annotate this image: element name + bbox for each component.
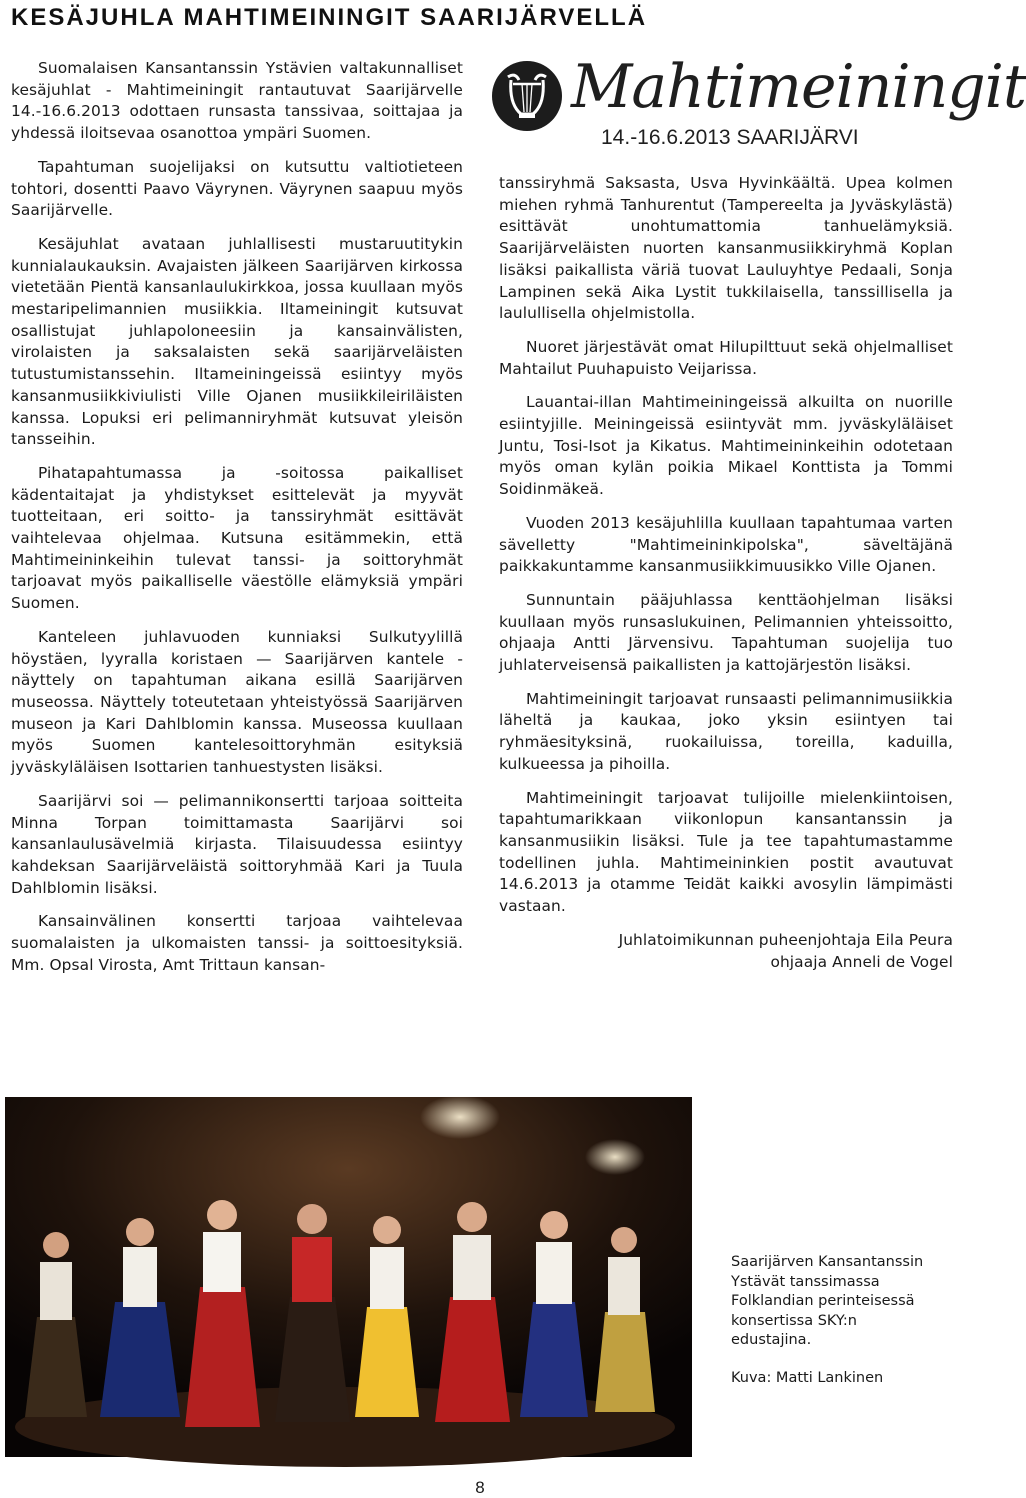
paragraph: Lauantai-illan Mahtimeiningeissä alkuilta on nuorille esiintyjille. Meiningeissä esiintyvät mm. jyväskyläläiset Juntu, Tosi-Isot ja Kikatus. Mahtimeininkeihin odotetaan myös oman kylän poikia Mikael Konttista ja Tommi Soidinmäkeä.: [499, 393, 953, 499]
dance-photo-illustration: [5, 1097, 692, 1457]
logo-wordmark: Mahtimeiningit: [571, 52, 1026, 122]
left-column: [11, 58, 463, 988]
signature-line: Juhlatoimikunnan puheenjohtaja Eila Peura: [618, 930, 953, 949]
signature-line: ohjaaja Anneli de Vogel: [770, 952, 953, 971]
lyre-icon: [491, 60, 563, 132]
logo-dates: 14.-16.6.2013 SAARIJÄRVI: [601, 126, 859, 149]
paragraph: Suomalaisen Kansantanssin Ystävien valtakunnalliset kesäjuhlat - Mahtimeiningit rantautuvat Saarijärvelle 14.-16.6.2013 odottaen runsasta tanssivaa, soittajaa ja yhdessä iloitsevaa osanottoa ympäri Suomen.: [11, 59, 463, 143]
caption-text: Saarijärven Kansantanssin Ystävät tanssimassa Folklandian perinteisessä konsertissa SKY:n edustajina.: [731, 1254, 924, 1349]
paragraph: Nuoret järjestävät omat Hilupilttuut sekä ohjelmalliset Mahtailut Puuhapuisto Veijarissa.: [499, 337, 953, 378]
article-headline: KESÄJUHLA MAHTIMEININGIT SAARIJÄRVELLÄ: [11, 4, 648, 31]
logo-date-bar: [571, 124, 951, 152]
paragraph: tanssiryhmä Saksasta, Usva Hyvinkäältä. Upea kolmen miehen ryhmä Tanhurentut (Tampereelta ja Jyväskylästä) esittävät unohtumattomia tanhuelämyksiä. Saarijärveläisten nuorten kansanmusiikkiryhmä Koplan lisäksi paikallista väriä tuovat Lauluyhtye Pedaali, Sonja Lampinen sekä Aika Lystit tukkilaisella, tanssillisella ja laulullisella ohjelmistolla.: [499, 174, 953, 323]
photo-credit: Kuva: Matti Lankinen: [731, 1370, 884, 1386]
paragraph: Kesäjuhlat avataan juhlallisesti mustaruutitykin kunnialaukauksin. Avajaisten jälkeen Saarijärven kirkossa vietetään Pientä kansanlaulukirkkoa, jossa kuullaan myös mestaripelimannien musiikkia. Iltameiningit kutsuvat osallistujat juhlapoloneesiin ja kansainvälisten, virolaisten ja saksalaisten sekä saarijärveläisten tutustumistanssehin. Iltameiningeissä esiintyy myös kansanmusiikkiviulisti Ville Ojanen musiikkileiriläisten kanssa. Lopuksi eri pelimanniryhmät kutsuvat yleisön tansseihin.: [11, 234, 463, 449]
right-column: [499, 173, 953, 973]
paragraph: Mahtimeiningit tarjoavat runsaasti pelimannimusiikkia läheltä ja kaukaa, joko yksin esiintyen tai ryhmäesityksinä, ruokailuissa, toreilla, kaduilla, kulkueessa ja pihoilla.: [499, 689, 953, 773]
paragraph: Kansainvälinen konsertti tarjoaa vaihtelevaa suomalaisten ja ulkomaisten tanssi- ja soittoesityksiä. Mm. Opsal Virosta, Amt Trittaun kansan-: [11, 912, 463, 974]
paragraph: Saarijärvi soi — pelimannikonsertti tarjoaa soitteita Minna Torpan toimittamasta Saarijärvi soi kansanlaulusävelmiä kirjasta. Tilaisuudessa esiintyy kahdeksan Saarijärveläistä soittoryhmää Kari ja Tuula Dahlblomin lisäksi.: [11, 791, 463, 897]
page-number: 8: [475, 1478, 485, 1497]
dance-photo: [5, 1097, 692, 1457]
paragraph: Kanteleen juhlavuoden kunniaksi Sulkutyylillä höystäen, lyyralla koristaen — Saarijärven kantele -näyttely on tapahtuman aikana esillä Saarijärven museossa. Näyttely toteutetaan yhteistyössä Saarijärven museon ja Kari Dahlblomin kanssa. Museossa kuullaan myös Suomen kantelesoittoryhmän esityksiä jyväskyläläisen Isottarien tanhuestysten lisäksi.: [11, 627, 463, 777]
paragraph: Pihatapahtumassa ja -soitossa paikalliset kädentaitajat ja yhdistykset esittelevät ja myyvät tuotteitaan, eri soitto- ja tanssiryhmät esittävät vaihtelevaa ohjelmaa. Kutsuna esitämmekin, että Mahtimeininkeihin tulevat tanssi- ja soittoryhmät tarjoavat myös paikalliselle väestölle elämyksiä ympäri Suomen.: [11, 463, 463, 613]
paragraph: Tapahtuman suojelijaksi on kutsuttu valtiotieteen tohtori, dosentti Paavo Väyrynen. Väyrynen saapuu myös Saarijärvelle.: [11, 157, 463, 220]
paragraph: Mahtimeiningit tarjoavat tulijoille mielenkiintoisen, tapahtumarikkaan viikonlopun kansantanssin ja kansanmusiikin lisäksi. Tule ja tee tapahtumastamme todellinen juhla. Mahtimeininkien postit avautuvat 14.6.2013 ja otamme Teidät kaikki avosylin lämpimästi vastaan.: [499, 788, 953, 916]
paragraph: Vuoden 2013 kesäjuhlilla kuullaan tapahtumaa varten sävelletty "Mahtimeininkipolska", säveltäjänä paikkakuntamme kansanmusiikkimuusikko Ville Ojanen.: [499, 513, 953, 576]
signature: [499, 930, 953, 973]
paragraph: Sunnuntain pääjuhlassa kenttäohjelman lisäksi kuullaan myös runsaslukuinen, Pelimannien yhteissoitto, ohjaaja Antti Järvensivu. Tapahtuman suojelija tuo juhlaterveisensä paikallisten ja kattojärjestön lisäksi.: [499, 590, 953, 675]
mahtimeiningit-logo: [491, 52, 1026, 156]
photo-caption: [731, 1253, 941, 1351]
